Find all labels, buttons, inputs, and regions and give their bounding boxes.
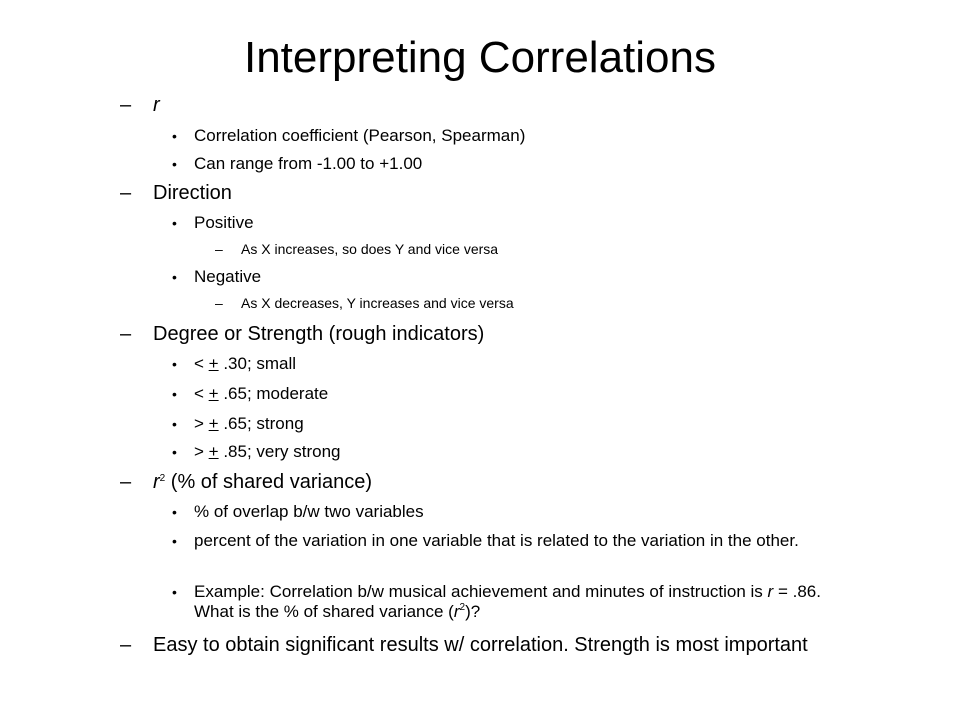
item-r-label: r <box>153 94 160 116</box>
slide-title: Interpreting Correlations <box>243 33 716 82</box>
item-degree-very-strong-text <box>194 442 340 462</box>
dash-marker: – <box>120 634 132 656</box>
item-negative-text: Negative <box>194 267 262 286</box>
item-negative-sub-text: As X decreases, Y increases and vice versa <box>241 295 514 311</box>
item-r2-bullet-1-text: % of overlap b/w two variables <box>194 502 424 521</box>
bullet-marker: • <box>172 416 177 432</box>
dash-marker: – <box>215 295 223 311</box>
bullet-marker: • <box>172 444 177 460</box>
plus-minus-sign: + <box>208 442 219 461</box>
text-segment: = .86. What is the % of shared variance ( <box>194 582 821 621</box>
r-symbol: r <box>153 471 160 493</box>
text-segment: .85; very strong <box>218 442 341 461</box>
bullet-marker: • <box>172 533 177 549</box>
item-degree-strong-text <box>194 414 304 434</box>
plus-minus-sign: + <box>208 414 219 433</box>
item-r2-bullet-3-text <box>194 582 844 621</box>
plus-minus-sign: + <box>208 354 219 373</box>
bullet-marker: • <box>172 128 177 144</box>
text-segment: < <box>194 384 209 403</box>
bullet-marker: • <box>172 504 177 520</box>
bullet-marker: • <box>172 386 177 402</box>
text-segment: )? <box>465 601 481 621</box>
text-segment: .30; small <box>218 354 297 373</box>
item-r-bullet-2-text: Can range from -1.00 to +1.00 <box>194 154 423 173</box>
dash-marker: – <box>120 94 132 116</box>
dash-marker: – <box>120 182 132 204</box>
text-segment: < <box>194 354 209 373</box>
item-r2-bullet-2-text: percent of the variation in one variable that is related to the variation in the other. <box>194 531 799 550</box>
item-degree-small-text <box>194 354 296 374</box>
superscript-2: 2 <box>159 473 166 484</box>
item-degree-label: Degree or Strength (rough indicators) <box>153 323 485 345</box>
bullet-marker: • <box>172 156 177 172</box>
dash-marker: – <box>120 323 132 345</box>
text-segment: (% of shared variance) <box>165 471 372 493</box>
text-segment: Example: Correlation b/w musical achievement and minutes of instruction is <box>194 582 768 601</box>
bullet-marker: • <box>172 584 177 600</box>
item-r-squared-label <box>153 471 372 494</box>
plus-minus-sign: + <box>208 384 219 403</box>
item-direction-label: Direction <box>153 182 232 204</box>
bullet-marker: • <box>172 269 177 285</box>
dash-marker: – <box>120 471 132 493</box>
item-easy-text: Easy to obtain significant results w/ correlation. Strength is most important <box>153 634 808 656</box>
item-degree-moderate-text <box>194 384 328 404</box>
item-r-bullet-1-text: Correlation coefficient (Pearson, Spearman) <box>194 126 526 145</box>
item-positive-sub-text: As X increases, so does Y and vice versa <box>241 241 499 257</box>
text-segment: > <box>194 442 209 461</box>
r-symbol: r <box>453 601 460 621</box>
text-segment: > <box>194 414 209 433</box>
bullet-marker: • <box>172 215 177 231</box>
item-positive-text: Positive <box>194 213 254 232</box>
bullet-marker: • <box>172 356 177 372</box>
text-segment: .65; moderate <box>218 384 329 403</box>
superscript-2: 2 <box>459 601 466 613</box>
r-symbol: r <box>767 582 774 601</box>
dash-marker: – <box>215 241 223 257</box>
text-segment: .65; strong <box>218 414 304 433</box>
